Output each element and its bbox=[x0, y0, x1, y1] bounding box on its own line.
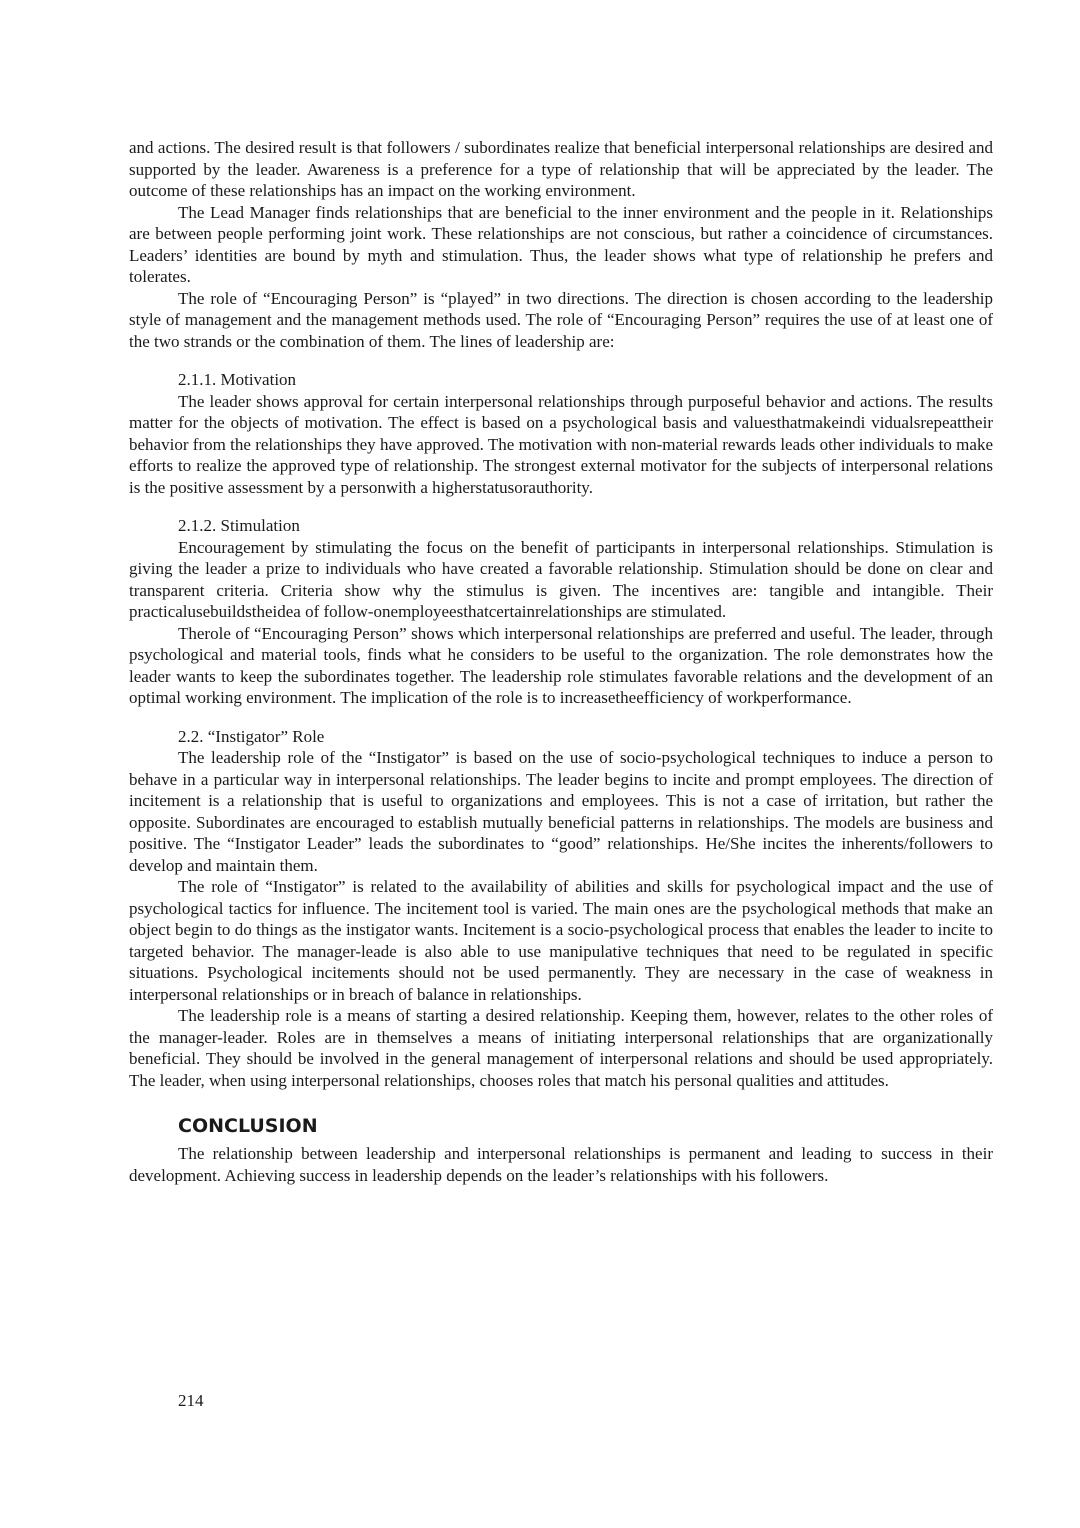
paragraph-instigator-2: The role of “Instigator” is related to the availability of abilities and skills for psychological impact and the use of psychological tactics for influence. The incitement tool is varied. The main ones are the psychological methods that make an object begin to do things as the instigator wants. Incitement is a socio-psychological process that enables the leader to incite to targeted behavior. The manager-leade is also able to use manipulative techniques that need to be regulated in specific situations. Psychological incitements should not be used permanently. They are necessary in the case of weakness in interpersonal relationships or in breach of balance in relationships. bbox=[129, 877, 993, 1004]
spacer bbox=[129, 1091, 993, 1113]
paragraph-conclusion: The relationship between leadership and interpersonal relationships is permanent and leading to success in their development. Achieving success in leadership depends on the leader’s relationships with his followers. bbox=[129, 1144, 993, 1185]
paragraph-instigator-1: The leadership role of the “Instigator” is based on the use of socio-psychological techniques to induce a person to behave in a particular way in interpersonal relationships. The leader begins to incite and prompt employees. The direction of incitement is a relationship that is useful to organizations and employees. This is not a case of irritation, but rather the opposite. Subordinates are encouraged to establish mutually beneficial patterns in relationships. The models are business and positive. The “Instigator Leader” leads the subordinates to “good” relationships. He/She incites the inherents/followers to develop and maintain them. bbox=[129, 748, 993, 875]
spacer bbox=[129, 352, 993, 369]
paragraph-stimulation-1: Encouragement by stimulating the focus on the benefit of participants in interpersonal relationships. Stimulation is giving the leader a prize to individuals who have created a favorable relationship. Stimulation should be done on clear and transparent criteria. Criteria show why the stimulus is given. The incentives are: tangible and intangible. Their practicalusebuildstheidea of follow-onemployeesthatcertainrelationships are stimulated. bbox=[129, 537, 993, 621]
paragraph-stimulation-2: Therole of “Encouraging Person” shows which interpersonal relationships are preferred and useful. The leader, through psychological and material tools, finds what he considers to be useful to the organization. The role demonstrates how the leader wants to keep the subordinates together. The leadership role stimulates favorable relations and the development of an optimal working environment. The implication of the role is to increasetheefficiency of workperformance. bbox=[129, 623, 993, 707]
spacer bbox=[129, 709, 993, 726]
page-body bbox=[129, 137, 993, 1186]
page-number: 214 bbox=[178, 1391, 204, 1410]
paragraph-intro-2: The Lead Manager finds relationships that are beneficial to the inner environment and the people in it. Relationships are between people performing joint work. These relationships are not conscious, but rather a coincidence of circumstances. Leaders’ identities are bound by myth and stimulation. Thus, the leader shows what type of relationship he prefers and tolerates. bbox=[129, 202, 993, 286]
section-heading-instigator: 2.2. “Instigator” Role bbox=[178, 726, 325, 746]
conclusion-heading: CONCLUSION bbox=[178, 1115, 318, 1137]
paragraph-instigator-3: The leadership role is a means of starting a desired relationship. Keeping them, however, relates to the other roles of the manager-leader. Roles are in themselves a means of initiating interpersonal relationships that are organizationally beneficial. They should be involved in the general management of interpersonal relations and should be used appropriately. The leader, when using interpersonal relationships, chooses roles that match his personal qualities and attitudes. bbox=[129, 1006, 993, 1090]
paragraph-intro-1: and actions. The desired result is that followers / subordinates realize that beneficial interpersonal relationships are desired and supported by the leader. Awareness is a preference for a type of relationship that will be appreciated by the leader. The outcome of these relationships has an impact on the working environment. bbox=[129, 138, 993, 200]
paragraph-motivation: The leader shows approval for certain interpersonal relationships through purposeful behavior and actions. The results matter for the objects of motivation. The effect is based on a psychological basis and valuesthatmakeindi vidualsrepeattheir behavior from the relationships they have approved. The motivation with non-material rewards leads other individuals to make efforts to realize the approved type of relationship. The strongest external motivator for the subjects of interpersonal relations is the positive assessment by a personwith a higherstatusorauthority. bbox=[129, 391, 993, 497]
spacer bbox=[129, 498, 993, 515]
section-heading-stimulation: 2.1.2. Stimulation bbox=[178, 516, 300, 535]
section-heading-motivation: 2.1.1. Motivation bbox=[178, 370, 297, 389]
paragraph-intro-3: The role of “Encouraging Person” is “played” in two directions. The direction is chosen according to the leadership style of management and the management methods used. The role of “Encouraging Person” requires the use of at least one of the two strands or the combination of them. The lines of leadership are: bbox=[129, 288, 993, 351]
